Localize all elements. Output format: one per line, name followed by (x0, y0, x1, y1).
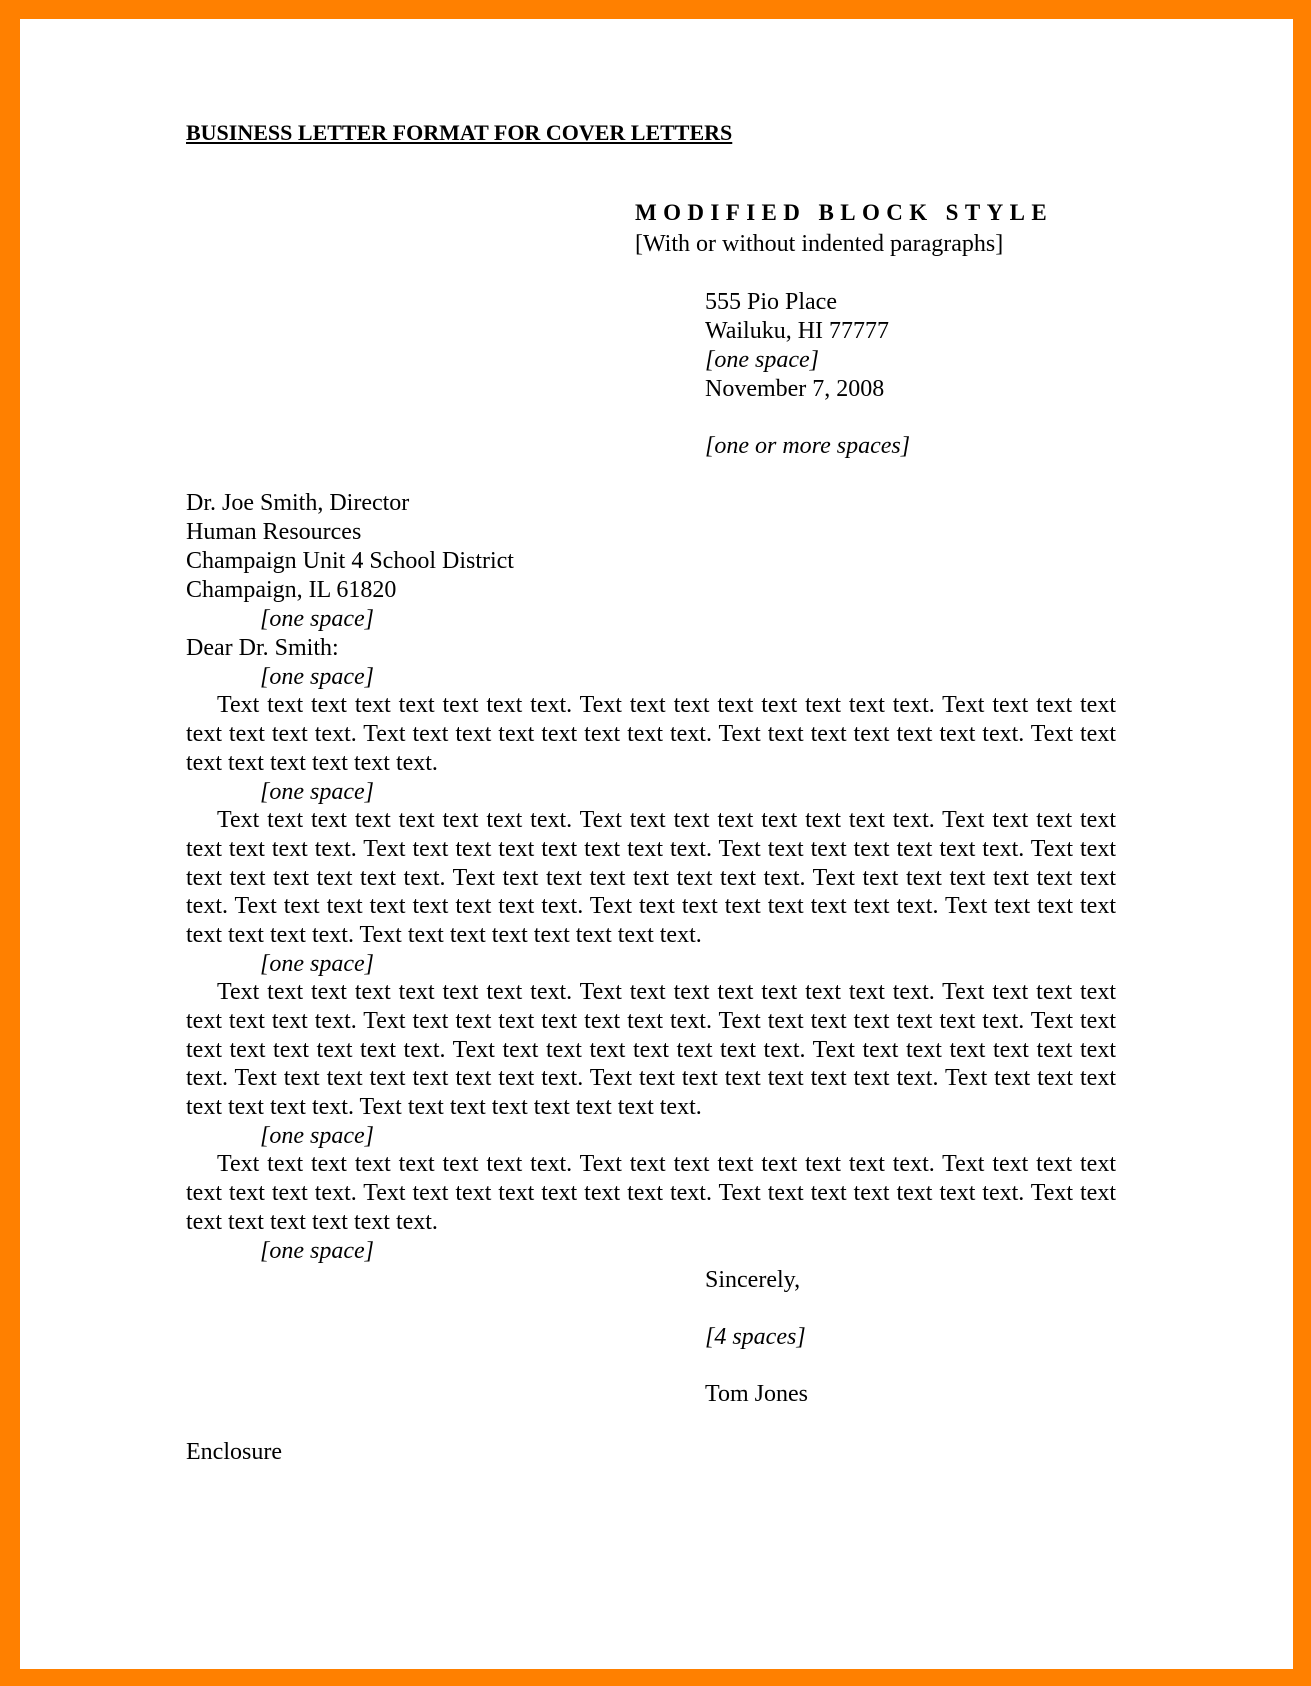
sender-street: 555 Pio Place (705, 289, 837, 315)
spacer-one-space: [one space] (260, 951, 374, 977)
style-heading: MODIFIED BLOCK STYLE (635, 200, 1054, 225)
body-paragraph: Text text text text text text text text. Text text text text text text text text. Text text text text text text text text. Text text text text text text text text. Text text text text text text text. Text text text text text text text text. Text text text text text text text text. Text text text text text text text text. Text text text text text text text text. Text text text text text text text text. Text text text text text text text text. Text text text text text text text text. (186, 807, 1116, 949)
spacer-one-or-more: [one or more spaces] (705, 433, 911, 459)
spacer-one-space: [one space] (260, 779, 374, 805)
sender-city: Wailuku, HI 77777 (705, 318, 890, 344)
signer-name: Tom Jones (705, 1381, 808, 1407)
enclosure-notation: Enclosure (186, 1439, 282, 1465)
document-title: BUSINESS LETTER FORMAT FOR COVER LETTERS (186, 120, 733, 145)
salutation: Dear Dr. Smith: (186, 635, 339, 661)
recipient-city: Champaign, IL 61820 (186, 577, 397, 603)
body-paragraph: Text text text text text text text text. Text text text text text text text text. Text text text text text text text text. Text text text text text text text text. Text text text text text text text. Text text text text text text text text. (186, 1151, 1116, 1235)
body-paragraph: Text text text text text text text text. Text text text text text text text text. Text text text text text text text text. Text text text text text text text text. Text text text text text text text. Text text text text text text text text. Text text text text text text text text. Text text text text text text text text. Text text text text text text text text. Text text text text text text text text. Text text text text text text text text. Text text text text text text text text. (186, 979, 1116, 1121)
spacer-one-space: [one space] (260, 606, 374, 632)
complimentary-close: Sincerely, (705, 1267, 801, 1293)
spacer-one-space: [one space] (260, 1238, 374, 1264)
body-paragraph: Text text text text text text text text. Text text text text text text text text. Text text text text text text text text. Text text text text text text text text. Text text text text text text text. Text text text text text text text text. (186, 692, 1116, 776)
spacer-one-space: [one space] (260, 1123, 374, 1149)
spacer-one-space: [one space] (705, 347, 819, 373)
signature-spacer: [4 spaces] (705, 1324, 806, 1350)
spacer-one-space: [one space] (260, 664, 374, 690)
recipient-department: Human Resources (186, 519, 362, 545)
recipient-organization: Champaign Unit 4 School District (186, 548, 514, 574)
recipient-name: Dr. Joe Smith, Director (186, 490, 410, 516)
style-subheading: [With or without indented paragraphs] (635, 231, 1004, 257)
letter-date: November 7, 2008 (705, 376, 885, 402)
